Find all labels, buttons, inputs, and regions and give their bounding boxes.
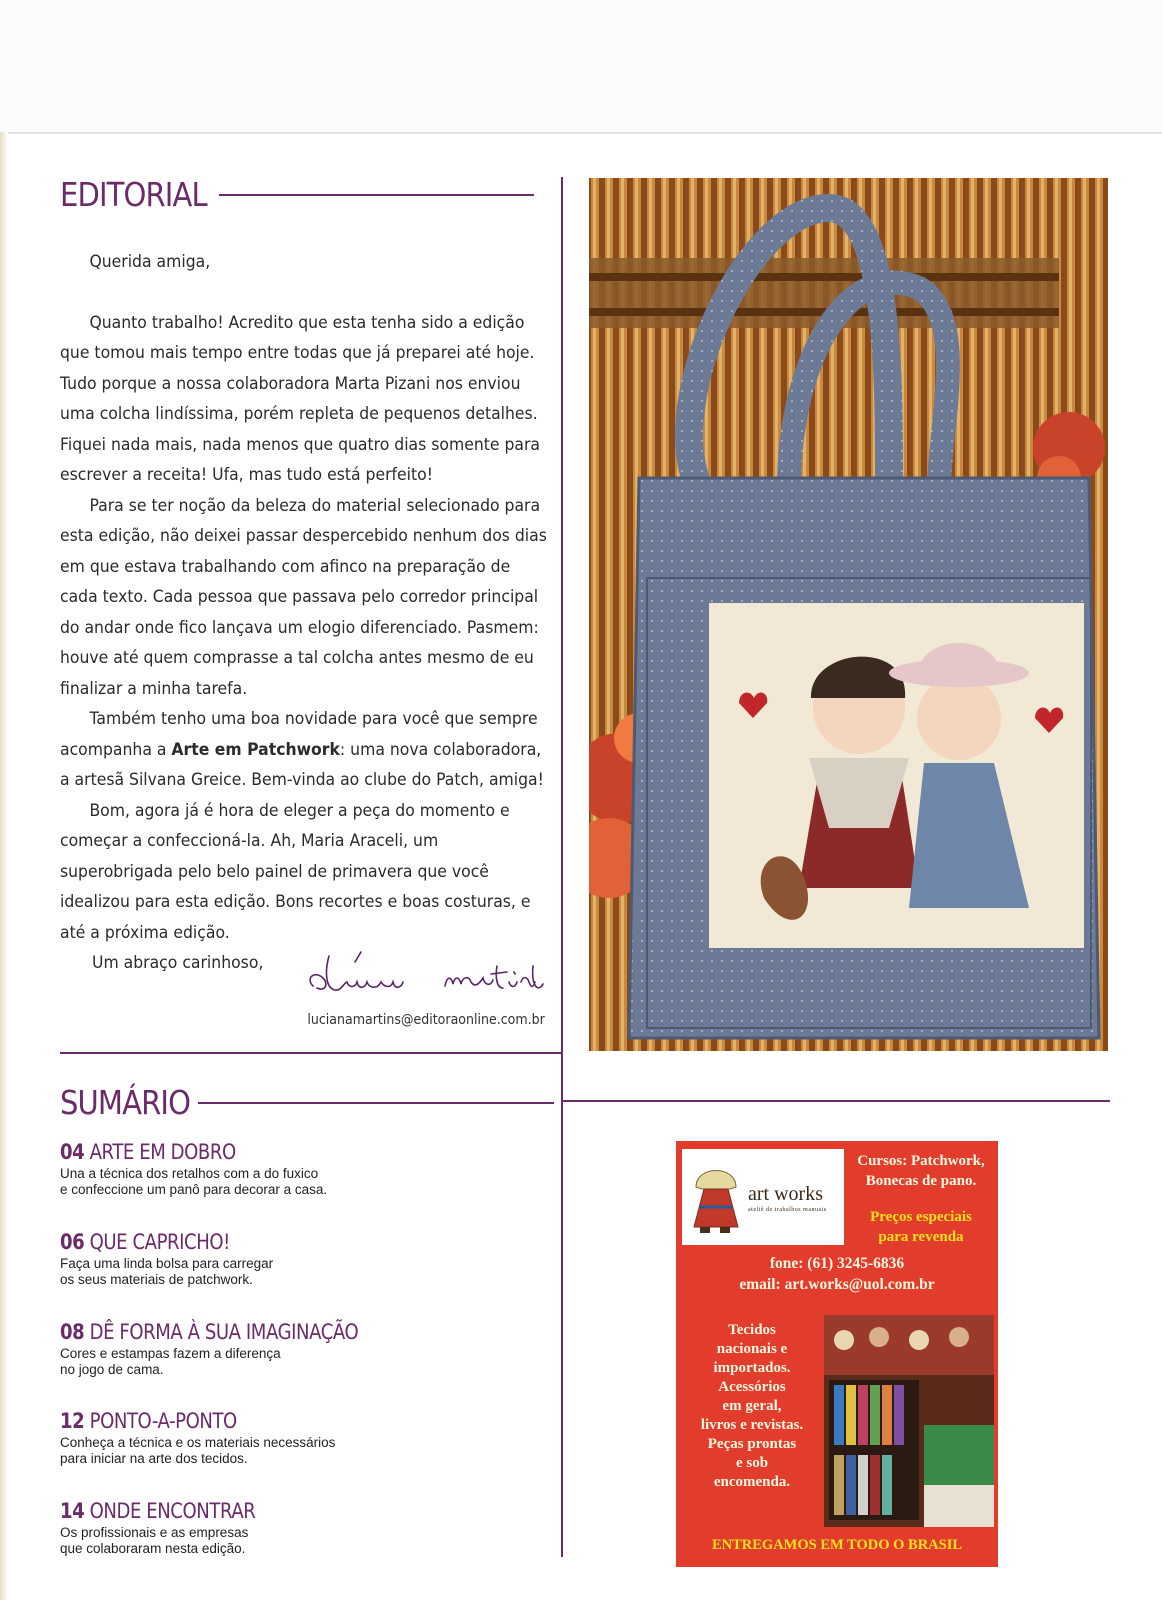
page-number: 04 (60, 1140, 85, 1164)
editor-email: lucianamartins@editoraonline.com.br (307, 1012, 545, 1028)
ad-email: email: art.works@uol.com.br (739, 1276, 935, 1293)
p3-text-a: Também tenho uma boa novidade para você que sempre acompanha a (60, 709, 538, 760)
editorial-paragraph-2: Para se ter noção da beleza do material selecionado para esta edição, não deixei passar despercebido nenhum dos dias em que estava trabalhando com afinco na preparação de cada texto. Cada pessoa que passava pelo corredor principal do andar onde fico lançava um elogio diferenciado. Pasmem: houve até quem comprasse a tal colcha antes mesmo de eu finalizar a minha tarefa. (60, 495, 547, 699)
page-number: 12 (60, 1409, 85, 1433)
ad-logo-box (682, 1149, 844, 1245)
sumario-item (60, 1499, 287, 1557)
sumario-item (60, 1230, 273, 1288)
column-divider (561, 177, 563, 1557)
p3-text-b: : uma nova colaboradora, a artesã Silvana Greice. Bem-vinda ao clube do Patch, amiga! (60, 739, 544, 790)
patchwork-bag-photo (589, 178, 1108, 1051)
right-column-rule (563, 1100, 1110, 1102)
magazine-name: Arte em Patchwork (171, 739, 340, 760)
sumario-item-desc: Conheça a técnica e os materiais necessários para iniciar na arte dos tecidos. (60, 1435, 336, 1466)
page-number: 14 (60, 1499, 85, 1523)
sunbonnet-doll-icon (690, 1157, 742, 1237)
ad-contact (676, 1253, 998, 1295)
sumario-item-title (60, 1230, 243, 1254)
ad-phone: fone: (61) 3245-6836 (769, 1255, 905, 1272)
sumario-item-desc: Cores e estampas fazem a diferença no jogo de cama. (60, 1346, 281, 1377)
editorial-text (60, 247, 550, 948)
sumario-item-title (60, 1320, 358, 1344)
scan-margin (0, 0, 1162, 134)
sumario-item (60, 1140, 327, 1198)
sumario-item-title (60, 1409, 297, 1433)
sumario-item-title (60, 1140, 290, 1164)
sumario-item-desc: Una a técnica dos retalhos com a do fuxico e confeccione um panô para decorar a casa. (60, 1166, 328, 1197)
ad-logo-text: art works (748, 1183, 823, 1205)
sumario-item (60, 1320, 407, 1378)
editorial-heading: EDITORIAL (60, 175, 207, 214)
sumario-heading: SUMÁRIO (60, 1083, 191, 1122)
page-number: 06 (60, 1230, 85, 1254)
item-title: QUE CAPRICHO! (89, 1230, 230, 1254)
editorial-greeting: Querida amiga, (89, 252, 211, 272)
editorial-heading-rule (219, 194, 534, 196)
sumario-item-desc: Faça uma linda bolsa para carregar os seus materiais de patchwork. (60, 1256, 274, 1287)
ad-delivery-banner: ENTREGAMOS EM TODO O BRASIL (711, 1537, 963, 1553)
editorial-paragraph-3 (60, 704, 548, 796)
item-title: ONDE ENCONTRAR (89, 1499, 256, 1523)
sumario-heading-rule (198, 1102, 554, 1104)
ad-products: Tecidos nacionais e importados. Acessórios em geral, livros e revistas. Peças prontas e sob encomenda. (700, 1322, 804, 1490)
item-title: PONTO-A-PONTO (89, 1409, 237, 1433)
sumario-header (60, 1083, 554, 1122)
art-works-advertisement (676, 1141, 998, 1567)
ad-special-prices: Preços especiais para revenda (870, 1209, 972, 1245)
editorial-paragraph-4: Bom, agora já é hora de eleger a peça do momento e começar a confeccioná-la. Ah, Maria Araceli, um superobrigada pelo belo painel de primavera que você idealizou para esta edição. Bons recortes e boas costuras, e até a próxima edição. (60, 800, 531, 943)
item-title: DÊ FORMA À SUA IMAGINAÇÃO (89, 1320, 359, 1344)
sumario-item-title (60, 1499, 255, 1523)
item-title: ARTE EM DOBRO (89, 1140, 236, 1164)
ad-logo-subtitle: ateliê de trabalhos manuais (748, 1207, 827, 1213)
ad-courses: Cursos: Patchwork, Bonecas de pano. (857, 1153, 985, 1189)
editorial-paragraph-1: Quanto trabalho! Acredito que esta tenha sido a edição que tomou mais tempo entre todas que já preparei até hoje. Tudo porque a nossa colaboradora Marta Pizani nos enviou uma colcha lindíssima, porém repleta de pequenos detalhes. Fiquei nada mais, nada menos que quatro dias somente para escrever a receita! Ufa, mas tudo está perfeito! (60, 312, 540, 485)
editorial-header (60, 175, 534, 214)
editorial-closing: Um abraço carinhoso, (92, 953, 264, 973)
adjacent-page-edge (0, 132, 8, 1600)
page-number: 08 (60, 1320, 85, 1344)
sumario-item-desc: Os profissionais e as empresas que colaboraram nesta edição. (60, 1525, 249, 1556)
signature (295, 948, 545, 1008)
editorial-bottom-rule (60, 1052, 562, 1054)
shop-interior-photo (824, 1315, 994, 1527)
sumario-item (60, 1409, 335, 1467)
